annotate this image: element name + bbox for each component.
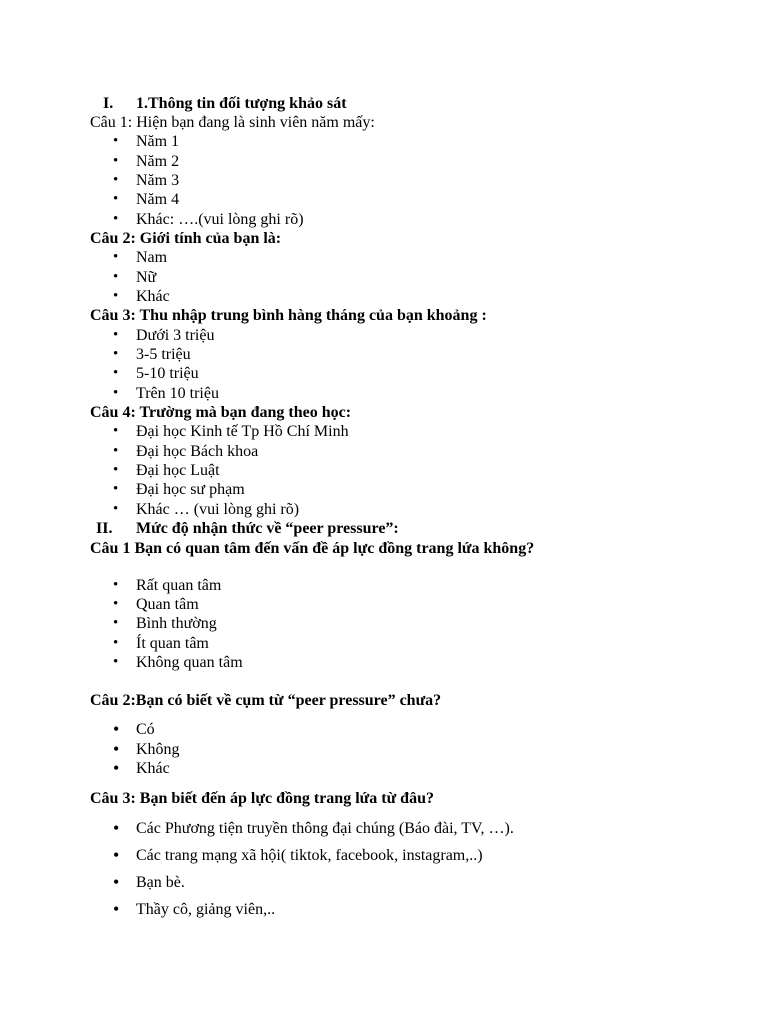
bullet-icon: • <box>113 133 119 149</box>
bullet-icon: • <box>113 249 119 265</box>
bullet-icon: • <box>113 635 119 651</box>
list-item: Rất quan tâm <box>136 577 222 594</box>
list-item: Đại học Luật <box>136 462 220 479</box>
bullet-icon: • <box>113 577 119 593</box>
list-item: Quan tâm <box>136 596 199 613</box>
list-item: Khác <box>136 288 170 305</box>
list-item: Các trang mạng xã hội( tiktok, facebook, instagram,..) <box>136 847 483 864</box>
bullet-icon: • <box>113 845 120 865</box>
bullet-icon: • <box>113 501 119 517</box>
bullet-icon: • <box>113 654 119 670</box>
list-item: Khác … (vui lòng ghi rõ) <box>136 501 300 518</box>
list-item: Năm 1 <box>136 133 180 150</box>
bullet-icon: • <box>113 211 119 227</box>
bullet-icon: • <box>113 872 120 892</box>
list-item: Trên 10 triệu <box>136 385 219 402</box>
bullet-icon: • <box>113 191 119 207</box>
bullet-icon: • <box>113 153 119 169</box>
list-item: Năm 4 <box>136 191 180 208</box>
bullet-icon: • <box>113 327 119 343</box>
list-item: Bạn bè. <box>136 874 185 891</box>
bullet-icon: • <box>113 596 119 612</box>
list-item: Đại học sư phạm <box>136 481 245 498</box>
question-1-2: Câu 2: Giới tính của bạn là: <box>90 230 282 247</box>
list-item: 5-10 triệu <box>136 365 199 382</box>
list-item: Có <box>136 721 155 738</box>
list-item: Đại học Kinh tế Tp Hồ Chí Minh <box>136 423 349 440</box>
bullet-icon: • <box>113 269 119 285</box>
question-2-3: Câu 3: Bạn biết đến áp lực đồng trang lứa từ đâu? <box>90 790 434 807</box>
bullet-icon: • <box>113 719 120 739</box>
list-item: Khác: ….(vui lòng ghi rõ) <box>136 211 304 228</box>
bullet-icon: • <box>113 365 119 381</box>
bullet-icon: • <box>113 288 119 304</box>
bullet-icon: • <box>113 739 120 759</box>
list-item: Năm 2 <box>136 153 180 170</box>
section-2-title: Mức độ nhận thức về “peer pressure”: <box>136 520 399 537</box>
question-1-3: Câu 3: Thu nhập trung bình hàng tháng của bạn khoảng : <box>90 307 487 324</box>
bullet-icon: • <box>113 818 120 838</box>
section-2-numeral: II. <box>96 520 113 537</box>
list-item: Bình thường <box>136 615 217 632</box>
list-item: Nữ <box>136 269 157 286</box>
section-1-numeral: I. <box>103 95 114 112</box>
list-item: Dưới 3 triệu <box>136 327 215 344</box>
bullet-icon: • <box>113 443 119 459</box>
question-2-2: Câu 2:Bạn có biết về cụm từ “peer pressure” chưa? <box>90 692 442 709</box>
bullet-icon: • <box>113 462 119 478</box>
section-1-title: 1.Thông tin đối tượng khảo sát <box>136 95 347 112</box>
list-item: Năm 3 <box>136 172 180 189</box>
bullet-icon: • <box>113 346 119 362</box>
list-item: 3-5 triệu <box>136 346 191 363</box>
bullet-icon: • <box>113 899 120 919</box>
question-1-1: Câu 1: Hiện bạn đang là sinh viên năm mấy: <box>90 114 375 131</box>
bullet-icon: • <box>113 172 119 188</box>
bullet-icon: • <box>113 481 119 497</box>
bullet-icon: • <box>113 758 120 778</box>
list-item: Nam <box>136 249 168 266</box>
list-item: Đại học Bách khoa <box>136 443 259 460</box>
bullet-icon: • <box>113 385 119 401</box>
question-1-4: Câu 4: Trường mà bạn đang theo học: <box>90 404 352 421</box>
list-item: Ít quan tâm <box>136 635 209 652</box>
list-item: Không <box>136 741 180 758</box>
list-item: Không quan tâm <box>136 654 243 671</box>
list-item: Thầy cô, giảng viên,.. <box>136 901 276 918</box>
question-2-1: Câu 1 Bạn có quan tâm đến vấn đề áp lực đồng trang lứa không? <box>90 540 535 557</box>
bullet-icon: • <box>113 615 119 631</box>
list-item: Khác <box>136 760 170 777</box>
bullet-icon: • <box>113 423 119 439</box>
list-item: Các Phương tiện truyền thông đại chúng (Báo đài, TV, …). <box>136 820 514 837</box>
